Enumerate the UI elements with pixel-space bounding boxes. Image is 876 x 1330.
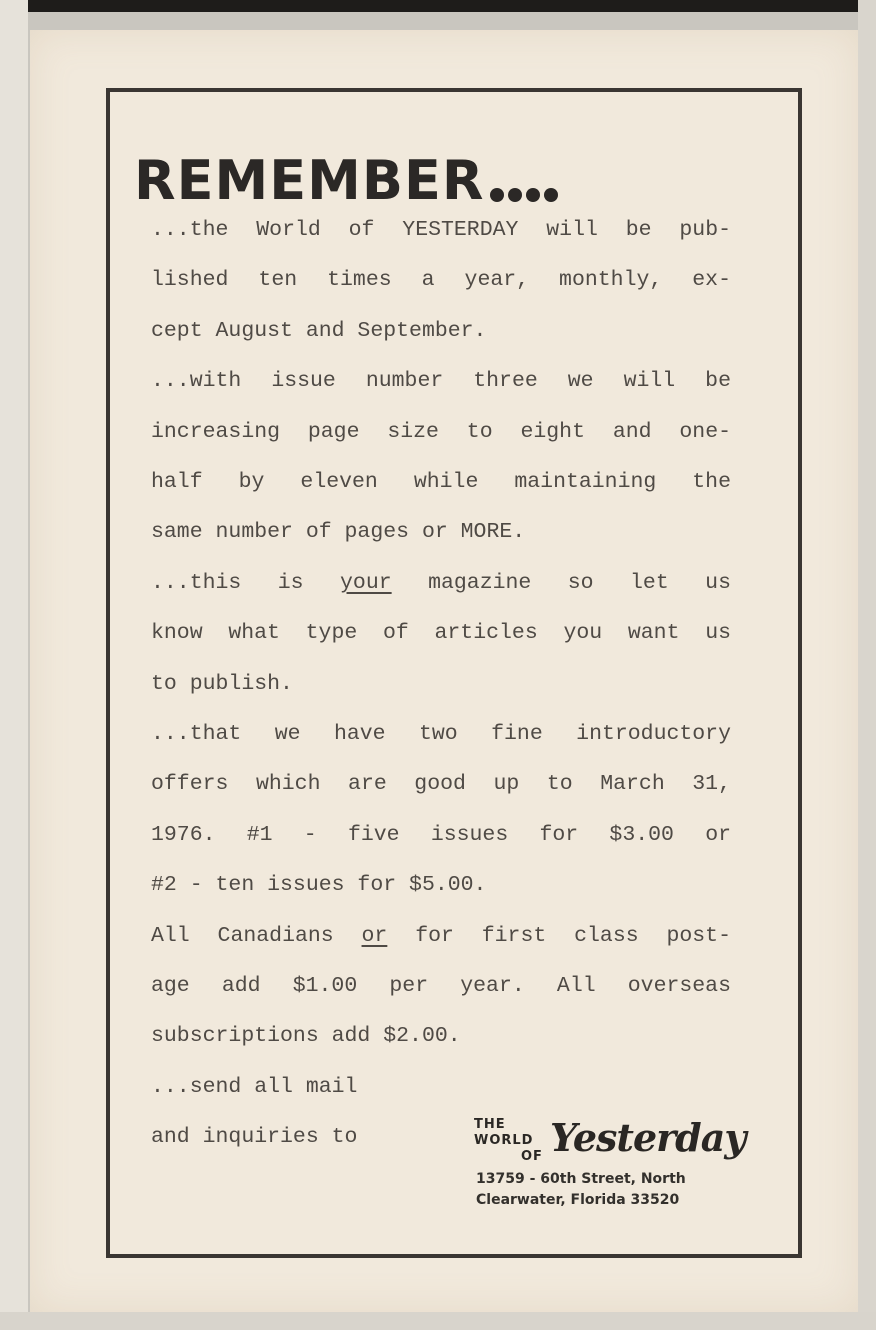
body-line: and inquiries to (151, 1125, 358, 1150)
address-city: Clearwater, Florida 33520 (476, 1192, 680, 1208)
underlined-word: your (340, 570, 392, 595)
body-line: #2 - ten issues for $5.00. (151, 873, 487, 898)
scan-backdrop-left (0, 0, 28, 1330)
body-line: increasing page size to eight and one- (151, 419, 731, 444)
body-line: half by eleven while maintaining the (151, 470, 731, 494)
logo-world: WORLD (474, 1133, 534, 1148)
address-street: 13759 - 60th Street, North (476, 1171, 686, 1187)
magazine-page (30, 30, 858, 1312)
dot (526, 188, 540, 202)
dot (544, 188, 558, 202)
logo-of: OF (521, 1149, 543, 1164)
body-line: offers which are good up to March 31, (151, 772, 731, 797)
body-line: lished ten times a year, monthly, ex- (151, 268, 731, 293)
heading-text: REMEMBER (134, 149, 485, 212)
body-line: same number of pages or MORE. (151, 520, 526, 545)
publisher-logo (474, 1112, 764, 1212)
logo-the: THE (474, 1117, 506, 1132)
body-line: subscriptions add $2.00. (151, 1024, 461, 1049)
body-line: 1976. #1 - five issues for $3.00 or (151, 822, 731, 847)
body-line: ...the World of YESTERDAY will be pub- (151, 218, 731, 242)
page-heading (134, 142, 558, 212)
ellipsis-dots (490, 188, 558, 202)
dot (490, 188, 504, 202)
scan-backdrop-bottom (0, 1312, 876, 1330)
underlined-word: or (361, 923, 388, 948)
body-line: ...with issue number three we will be (151, 369, 731, 394)
body-line: ...that we have two fine introductory (151, 722, 731, 746)
scan-backdrop-top (0, 0, 876, 12)
body-line: All Canadians or for first class post- (151, 923, 731, 948)
body-line: ...send all mail (151, 1074, 358, 1099)
body-line: to publish. (151, 671, 293, 696)
logo-script-yesterday: Yesterday (550, 1115, 746, 1160)
body-line: know what type of articles you want us (151, 621, 731, 646)
body-line: cept August and September. (151, 318, 487, 343)
body-line: age add $1.00 per year. All overseas (151, 974, 731, 998)
body-line: ...this is your magazine so let us (151, 570, 731, 595)
scan-backdrop-right (858, 0, 876, 1330)
dot (508, 188, 522, 202)
